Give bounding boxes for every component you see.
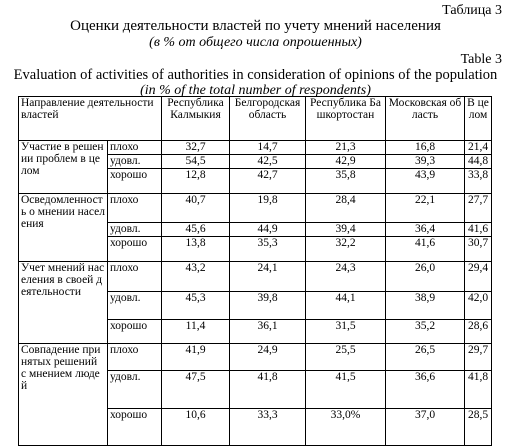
value-cell: 35,3	[230, 237, 306, 262]
value-cell: 36,1	[230, 320, 306, 344]
table-number-ru: Таблица 3	[442, 3, 502, 18]
value-cell: 33,3	[230, 409, 306, 446]
value-cell: 41,6	[465, 223, 492, 237]
value-cell: 21,3	[306, 141, 386, 155]
value-cell: 28,6	[465, 320, 492, 344]
group-label: Совпадение принятых решений с мнением людей	[19, 344, 108, 446]
table-title-en: Evaluation of activities of authorities in consideration of opinions of the population	[13, 67, 498, 83]
group-label: Осведомленность о мнении населения	[19, 194, 108, 262]
value-cell: 54,5	[162, 155, 230, 169]
value-cell: 38,9	[386, 292, 465, 320]
rating-label: удовл.	[108, 223, 162, 237]
value-cell: 41,5	[306, 371, 386, 409]
rating-label: хорошо	[108, 320, 162, 344]
value-cell: 39,4	[306, 223, 386, 237]
value-cell: 24,9	[230, 344, 306, 371]
rating-label: плохо	[108, 194, 162, 223]
value-cell: 16,8	[386, 141, 465, 155]
table-title-ru: Оценки деятельности властей по учету мнений населения	[70, 18, 441, 34]
column-header-moscow-region: Московская область	[386, 97, 465, 141]
value-cell: 39,8	[230, 292, 306, 320]
value-cell: 35,2	[386, 320, 465, 344]
value-cell: 43,9	[386, 169, 465, 194]
rating-label: удовл.	[108, 371, 162, 409]
rating-label: удовл.	[108, 155, 162, 169]
value-cell: 24,3	[306, 262, 386, 292]
value-cell: 45,3	[162, 292, 230, 320]
value-cell: 41,6	[386, 237, 465, 262]
column-header-direction: Направление деятельности властей	[19, 97, 162, 141]
column-header-belgorod: Белгородская область	[230, 97, 306, 141]
column-header-kalmykia: Республика Калмыкия	[162, 97, 230, 141]
evaluation-table	[18, 96, 492, 446]
column-header-total: В целом	[465, 97, 492, 141]
value-cell: 33,0%	[306, 409, 386, 446]
value-cell: 44,8	[465, 155, 492, 169]
value-cell: 28,5	[465, 409, 492, 446]
group-label: Участие в решении проблем в целом	[19, 141, 108, 194]
value-cell: 31,5	[306, 320, 386, 344]
value-cell: 21,4	[465, 141, 492, 155]
value-cell: 24,1	[230, 262, 306, 292]
rating-label: хорошо	[108, 169, 162, 194]
value-cell: 22,1	[386, 194, 465, 223]
value-cell: 39,3	[386, 155, 465, 169]
table-subtitle-ru: (в % от общего числа опрошенных)	[149, 35, 362, 50]
value-cell: 32,7	[162, 141, 230, 155]
value-cell: 45,6	[162, 223, 230, 237]
table-row	[19, 262, 492, 292]
value-cell: 36,4	[386, 223, 465, 237]
value-cell: 29,7	[465, 344, 492, 371]
group-label: Учет мнений населения в своей деятельности	[19, 262, 108, 344]
value-cell: 29,4	[465, 262, 492, 292]
table-body	[19, 141, 492, 446]
value-cell: 33,8	[465, 169, 492, 194]
value-cell: 37,0	[386, 409, 465, 446]
value-cell: 44,9	[230, 223, 306, 237]
table-number-en: Table 3	[460, 52, 502, 67]
value-cell: 42,7	[230, 169, 306, 194]
value-cell: 43,2	[162, 262, 230, 292]
value-cell: 36,6	[386, 371, 465, 409]
rating-label: плохо	[108, 141, 162, 155]
table-subtitle-en: (in % of the total number of respondents)	[140, 83, 371, 98]
value-cell: 19,8	[230, 194, 306, 223]
value-cell: 41,9	[162, 344, 230, 371]
value-cell: 28,4	[306, 194, 386, 223]
table-row	[19, 344, 492, 371]
value-cell: 44,1	[306, 292, 386, 320]
table-row	[19, 194, 492, 223]
value-cell: 47,5	[162, 371, 230, 409]
rating-label: хорошо	[108, 409, 162, 446]
table-row	[19, 141, 492, 155]
value-cell: 11,4	[162, 320, 230, 344]
value-cell: 26,5	[386, 344, 465, 371]
value-cell: 10,6	[162, 409, 230, 446]
value-cell: 14,7	[230, 141, 306, 155]
value-cell: 42,5	[230, 155, 306, 169]
value-cell: 30,7	[465, 237, 492, 262]
value-cell: 26,0	[386, 262, 465, 292]
rating-label: удовл.	[108, 292, 162, 320]
value-cell: 13,8	[162, 237, 230, 262]
value-cell: 35,8	[306, 169, 386, 194]
value-cell: 41,8	[230, 371, 306, 409]
rating-label: хорошо	[108, 237, 162, 262]
value-cell: 42,0	[465, 292, 492, 320]
column-header-bashkortostan: Республика Башкортостан	[306, 97, 386, 141]
rating-label: плохо	[108, 344, 162, 371]
value-cell: 25,5	[306, 344, 386, 371]
value-cell: 40,7	[162, 194, 230, 223]
header-row	[19, 97, 492, 141]
value-cell: 12,8	[162, 169, 230, 194]
rating-label: плохо	[108, 262, 162, 292]
value-cell: 41,8	[465, 371, 492, 409]
value-cell: 32,2	[306, 237, 386, 262]
value-cell: 42,9	[306, 155, 386, 169]
value-cell: 27,7	[465, 194, 492, 223]
